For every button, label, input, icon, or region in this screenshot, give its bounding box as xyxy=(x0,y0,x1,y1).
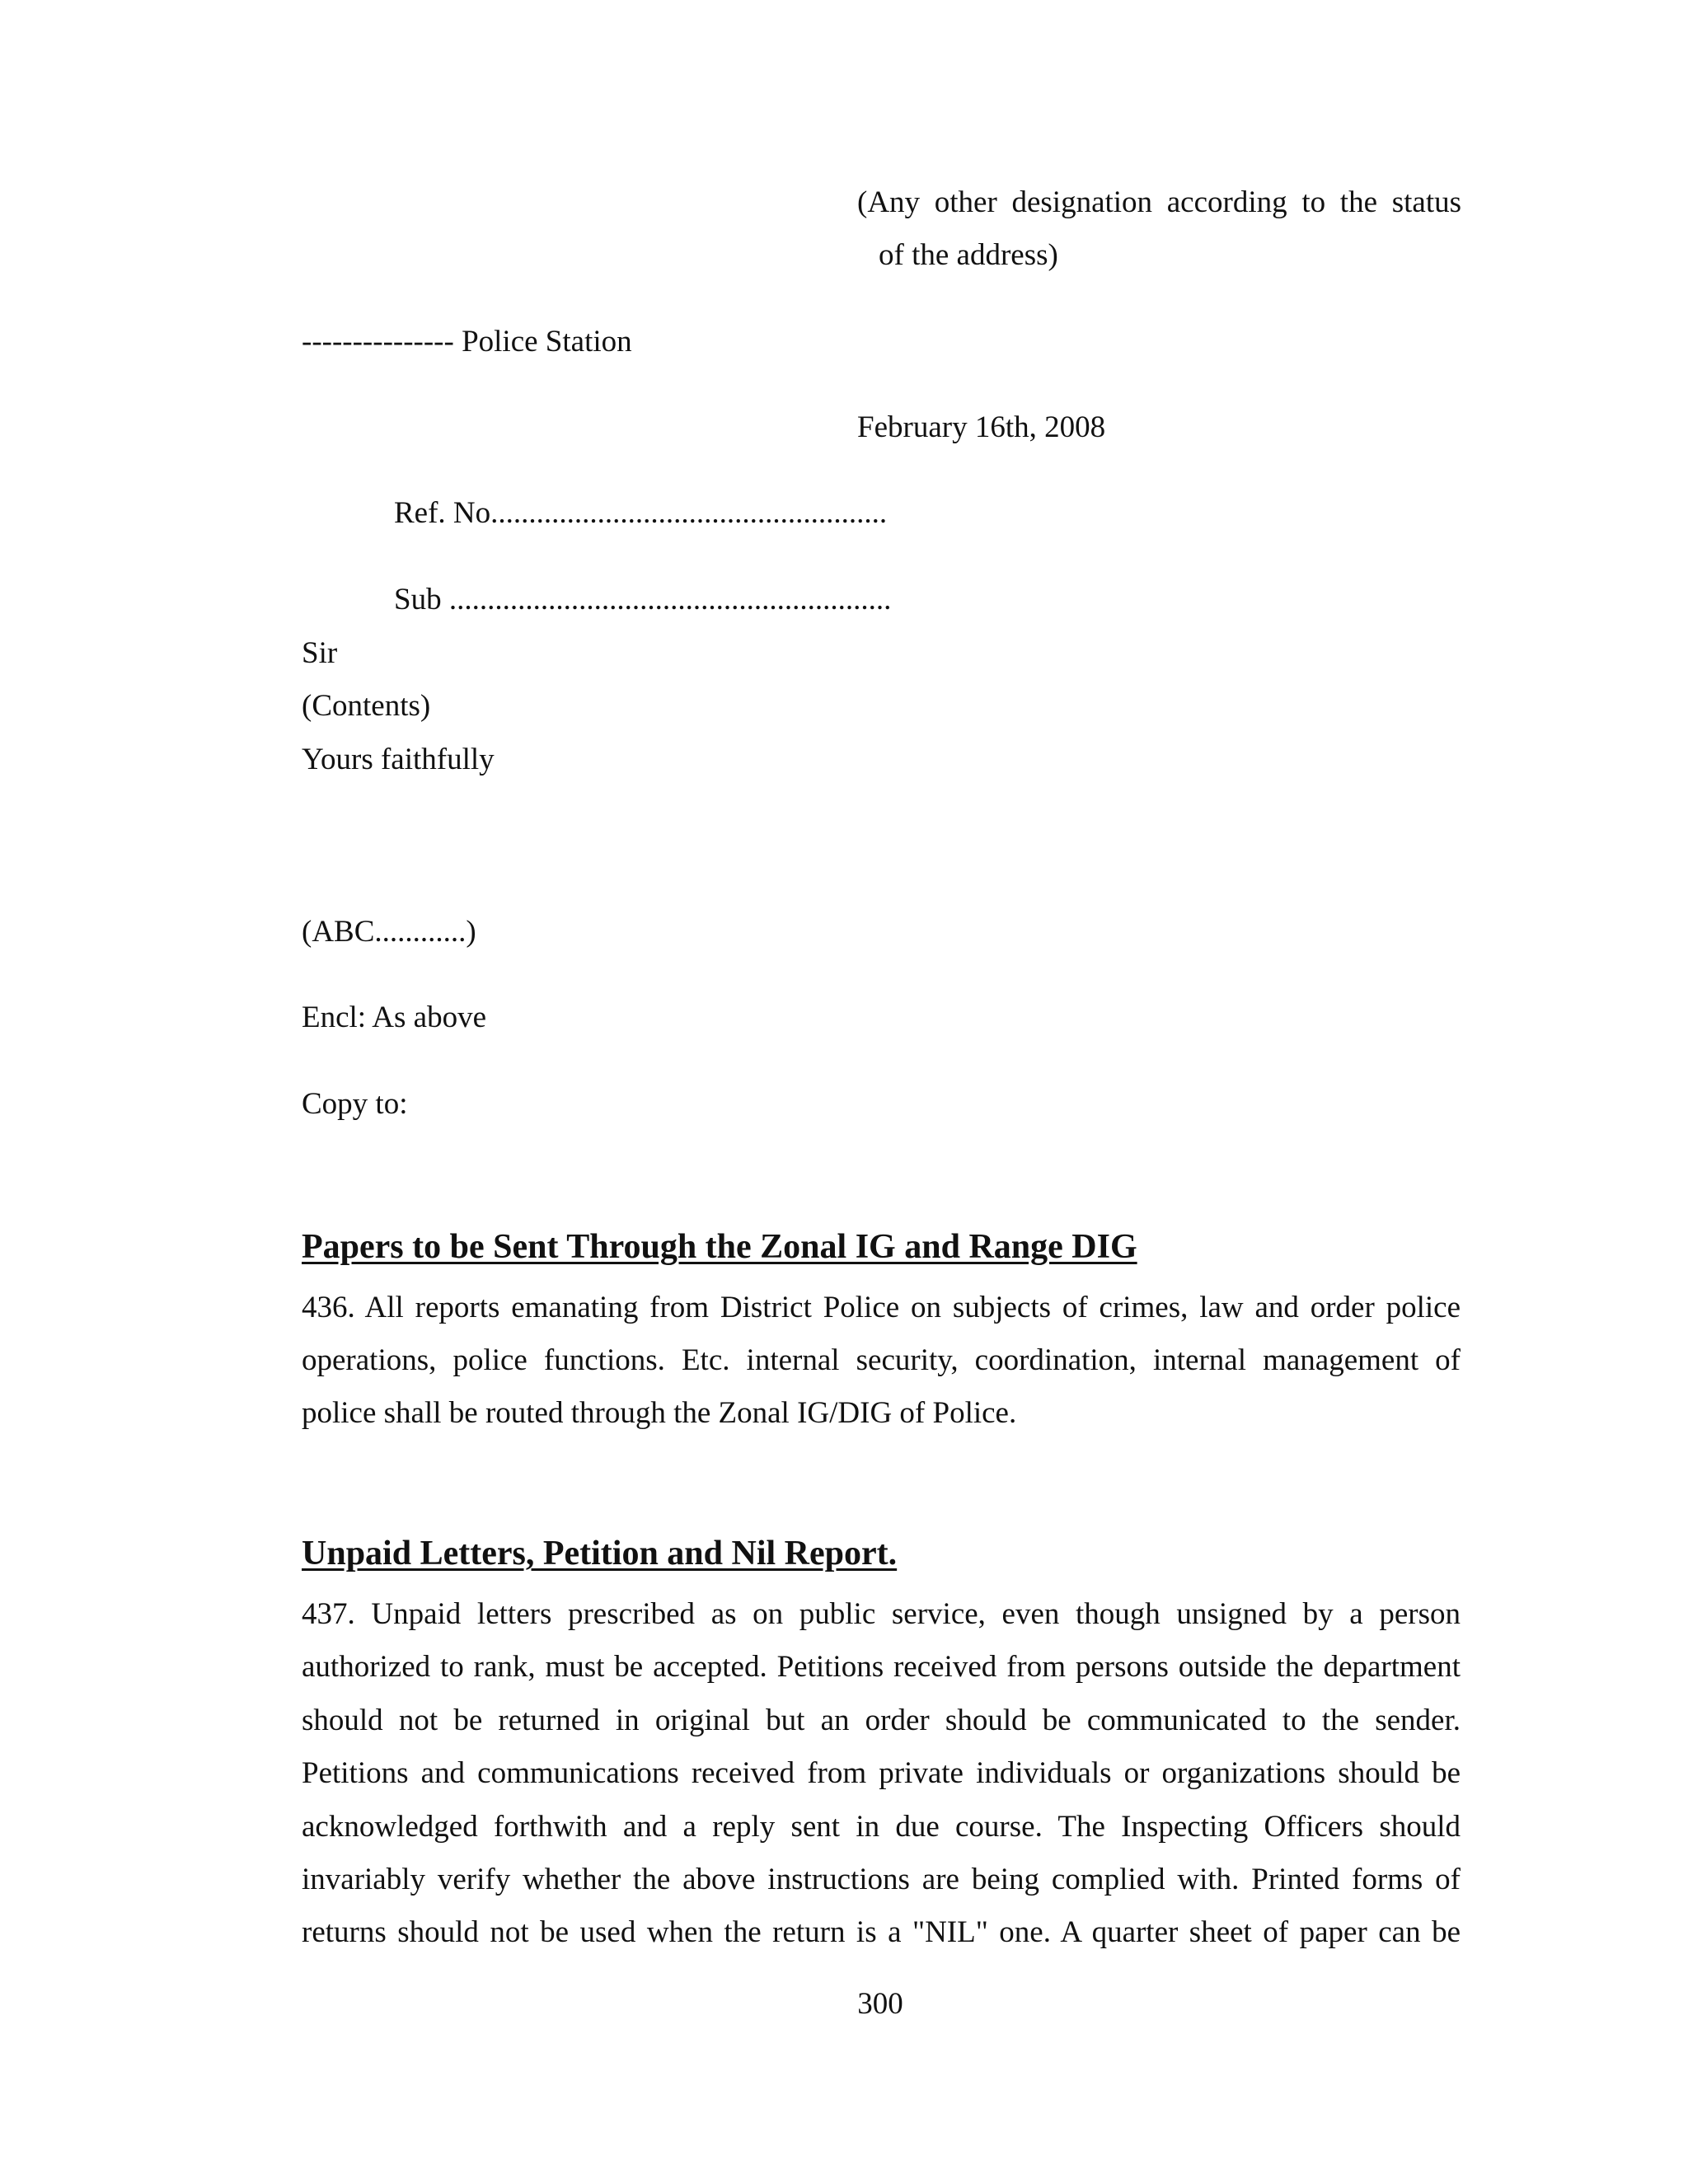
contents-placeholder: (Contents) xyxy=(302,689,431,723)
reference-number-line: Ref. No.................................................... xyxy=(394,496,888,530)
section-437-line: Petitions and communications received from private individuals or organizations should be xyxy=(302,1756,1461,1790)
section-437-heading: Unpaid Letters, Petition and Nil Report. xyxy=(302,1535,898,1572)
section-437-line: should not be returned in original but an order should be communicated to the sender. xyxy=(302,1704,1461,1737)
signature-placeholder: (ABC............) xyxy=(302,915,476,949)
section-436-line: police shall be routed through the Zonal IG/DIG of Police. xyxy=(302,1396,1017,1430)
section-436-line: 436. All reports emanating from District Police on subjects of crimes, law and order police xyxy=(302,1291,1461,1324)
closing-line: Yours faithfully xyxy=(302,743,495,776)
section-437-line: invariably verify whether the above instructions are being complied with. Printed forms of xyxy=(302,1863,1461,1896)
salutation: Sir xyxy=(302,636,338,670)
designation-line-1: (Any other designation according to the status xyxy=(857,185,1461,219)
section-437-line: authorized to rank, must be accepted. Petitions received from persons outside the department xyxy=(302,1650,1461,1684)
designation-line-2: of the address) xyxy=(879,238,1058,272)
enclosure-line: Encl: As above xyxy=(302,1001,487,1034)
page-number: 300 xyxy=(857,1987,903,2021)
section-437-line: acknowledged forthwith and a reply sent in due course. The Inspecting Officers should xyxy=(302,1810,1461,1844)
section-436-line: operations, police functions. Etc. internal security, coordination, internal management of xyxy=(302,1343,1461,1377)
section-436-heading: Papers to be Sent Through the Zonal IG and Range DIG xyxy=(302,1228,1137,1266)
subject-line: Sub .......................................................... xyxy=(394,583,892,616)
letter-date: February 16th, 2008 xyxy=(857,410,1106,444)
copy-to-line: Copy to: xyxy=(302,1087,408,1121)
police-station-line: --------------- Police Station xyxy=(302,325,632,359)
section-437-line: returns should not be used when the return is a "NIL" one. A quarter sheet of paper can be xyxy=(302,1915,1461,1949)
section-437-line: 437. Unpaid letters prescribed as on public service, even though unsigned by a person xyxy=(302,1597,1461,1631)
